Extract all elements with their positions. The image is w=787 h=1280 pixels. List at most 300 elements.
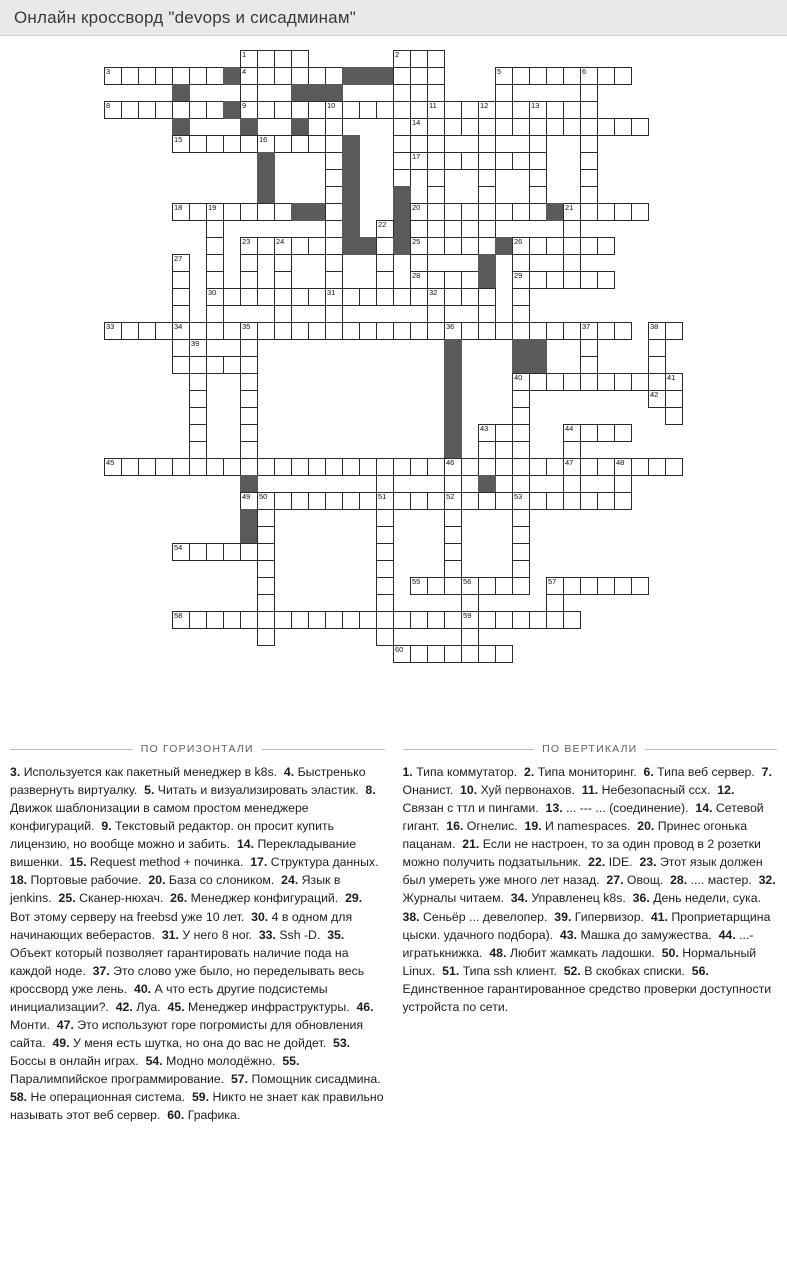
grid-cell[interactable] (376, 611, 394, 629)
grid-cell[interactable] (308, 135, 326, 153)
grid-cell[interactable] (529, 169, 547, 187)
grid-cell[interactable] (240, 203, 258, 221)
grid-cell[interactable] (240, 356, 258, 374)
grid-cell[interactable] (444, 611, 462, 629)
grid-cell[interactable] (478, 118, 496, 136)
grid-cell[interactable] (274, 288, 292, 306)
grid-cell[interactable] (206, 254, 224, 272)
grid-cell[interactable] (461, 237, 479, 255)
grid-cell[interactable] (410, 101, 428, 119)
grid-cell[interactable] (461, 492, 479, 510)
grid-cell[interactable] (665, 458, 683, 476)
grid-cell[interactable] (240, 611, 258, 629)
grid-cell[interactable] (240, 441, 258, 459)
clue-item[interactable] (116, 1000, 161, 1014)
grid-cell[interactable] (427, 611, 445, 629)
grid-cell[interactable] (529, 101, 547, 119)
grid-cell[interactable] (529, 152, 547, 170)
clue-item[interactable] (460, 783, 575, 797)
grid-cell[interactable] (444, 475, 462, 493)
grid-cell[interactable] (308, 458, 326, 476)
grid-cell[interactable] (223, 611, 241, 629)
grid-cell[interactable] (172, 322, 190, 340)
grid-cell[interactable] (631, 203, 649, 221)
grid-cell[interactable] (257, 492, 275, 510)
clue-item[interactable] (162, 928, 252, 942)
grid-cell[interactable] (240, 407, 258, 425)
grid-cell[interactable] (172, 203, 190, 221)
grid-cell[interactable] (325, 169, 343, 187)
grid-cell[interactable] (495, 203, 513, 221)
grid-cell[interactable] (206, 220, 224, 238)
grid-cell[interactable] (189, 101, 207, 119)
grid-cell[interactable] (393, 458, 411, 476)
grid-cell[interactable] (206, 458, 224, 476)
grid-cell[interactable] (376, 322, 394, 340)
grid-cell[interactable] (376, 560, 394, 578)
crossword-grid[interactable] (104, 50, 683, 731)
grid-cell[interactable] (563, 203, 581, 221)
grid-cell[interactable] (614, 322, 632, 340)
grid-cell[interactable] (410, 492, 428, 510)
grid-cell[interactable] (444, 101, 462, 119)
grid-cell[interactable] (478, 424, 496, 442)
grid-cell[interactable] (461, 101, 479, 119)
grid-cell[interactable] (189, 424, 207, 442)
grid-cell[interactable] (495, 84, 513, 102)
grid-cell[interactable] (325, 322, 343, 340)
grid-cell[interactable] (512, 271, 530, 289)
grid-cell[interactable] (393, 611, 411, 629)
grid-cell[interactable] (597, 373, 615, 391)
grid-cell[interactable] (444, 492, 462, 510)
grid-cell[interactable] (257, 611, 275, 629)
grid-cell[interactable] (614, 577, 632, 595)
grid-cell[interactable] (189, 407, 207, 425)
clue-item[interactable] (10, 873, 142, 887)
grid-cell[interactable] (597, 67, 615, 85)
grid-cell[interactable] (546, 492, 564, 510)
grid-cell[interactable] (376, 543, 394, 561)
grid-cell[interactable] (189, 373, 207, 391)
grid-cell[interactable] (461, 628, 479, 646)
grid-cell[interactable] (461, 220, 479, 238)
grid-cell[interactable] (257, 288, 275, 306)
grid-cell[interactable] (189, 611, 207, 629)
clue-item[interactable] (643, 765, 754, 779)
grid-cell[interactable] (410, 237, 428, 255)
grid-cell[interactable] (393, 118, 411, 136)
grid-cell[interactable] (206, 237, 224, 255)
grid-cell[interactable] (546, 271, 564, 289)
grid-cell[interactable] (427, 322, 445, 340)
grid-cell[interactable] (308, 237, 326, 255)
grid-cell[interactable] (342, 458, 360, 476)
grid-cell[interactable] (614, 458, 632, 476)
grid-cell[interactable] (410, 577, 428, 595)
grid-cell[interactable] (512, 475, 530, 493)
clue-item[interactable] (168, 1000, 350, 1014)
grid-cell[interactable] (291, 458, 309, 476)
grid-cell[interactable] (478, 458, 496, 476)
grid-cell[interactable] (189, 356, 207, 374)
grid-cell[interactable] (172, 339, 190, 357)
grid-cell[interactable] (563, 441, 581, 459)
grid-cell[interactable] (444, 220, 462, 238)
grid-cell[interactable] (308, 67, 326, 85)
clue-item[interactable] (69, 855, 243, 869)
grid-cell[interactable] (206, 543, 224, 561)
grid-cell[interactable] (563, 101, 581, 119)
grid-cell[interactable] (393, 169, 411, 187)
grid-cell[interactable] (512, 560, 530, 578)
grid-cell[interactable] (444, 543, 462, 561)
grid-cell[interactable] (495, 118, 513, 136)
grid-cell[interactable] (359, 611, 377, 629)
grid-cell[interactable] (478, 237, 496, 255)
grid-cell[interactable] (495, 611, 513, 629)
grid-cell[interactable] (597, 237, 615, 255)
grid-cell[interactable] (665, 390, 683, 408)
grid-cell[interactable] (274, 67, 292, 85)
grid-cell[interactable] (444, 458, 462, 476)
grid-cell[interactable] (104, 101, 122, 119)
grid-cell[interactable] (325, 101, 343, 119)
grid-cell[interactable] (495, 645, 513, 663)
grid-cell[interactable] (461, 322, 479, 340)
clue-item[interactable] (403, 765, 518, 779)
grid-cell[interactable] (393, 322, 411, 340)
grid-cell[interactable] (495, 67, 513, 85)
clue-item[interactable] (511, 891, 626, 905)
grid-cell[interactable] (240, 101, 258, 119)
grid-cell[interactable] (189, 67, 207, 85)
grid-cell[interactable] (444, 322, 462, 340)
grid-cell[interactable] (325, 135, 343, 153)
grid-cell[interactable] (597, 458, 615, 476)
grid-cell[interactable] (478, 220, 496, 238)
grid-cell[interactable] (580, 322, 598, 340)
grid-cell[interactable] (478, 305, 496, 323)
grid-cell[interactable] (206, 356, 224, 374)
grid-cell[interactable] (410, 288, 428, 306)
grid-cell[interactable] (274, 135, 292, 153)
grid-cell[interactable] (257, 628, 275, 646)
grid-cell[interactable] (308, 288, 326, 306)
grid-cell[interactable] (257, 237, 275, 255)
grid-cell[interactable] (529, 186, 547, 204)
grid-cell[interactable] (410, 254, 428, 272)
grid-cell[interactable] (427, 458, 445, 476)
grid-cell[interactable] (325, 288, 343, 306)
grid-cell[interactable] (546, 577, 564, 595)
grid-cell[interactable] (580, 458, 598, 476)
grid-cell[interactable] (172, 271, 190, 289)
grid-cell[interactable] (189, 543, 207, 561)
grid-cell[interactable] (614, 118, 632, 136)
grid-cell[interactable] (325, 305, 343, 323)
grid-cell[interactable] (546, 67, 564, 85)
grid-cell[interactable] (580, 186, 598, 204)
grid-cell[interactable] (274, 237, 292, 255)
grid-cell[interactable] (580, 101, 598, 119)
grid-cell[interactable] (410, 118, 428, 136)
grid-cell[interactable] (393, 67, 411, 85)
grid-cell[interactable] (427, 305, 445, 323)
grid-cell[interactable] (104, 322, 122, 340)
grid-cell[interactable] (189, 203, 207, 221)
grid-cell[interactable] (240, 322, 258, 340)
clue-item[interactable] (59, 891, 164, 905)
grid-cell[interactable] (461, 458, 479, 476)
grid-cell[interactable] (546, 118, 564, 136)
grid-cell[interactable] (461, 594, 479, 612)
grid-cell[interactable] (257, 560, 275, 578)
grid-cell[interactable] (563, 220, 581, 238)
grid-cell[interactable] (427, 237, 445, 255)
grid-cell[interactable] (427, 84, 445, 102)
grid-cell[interactable] (410, 203, 428, 221)
grid-cell[interactable] (580, 339, 598, 357)
grid-cell[interactable] (325, 220, 343, 238)
grid-cell[interactable] (291, 611, 309, 629)
grid-cell[interactable] (529, 492, 547, 510)
grid-cell[interactable] (427, 67, 445, 85)
clue-item[interactable] (446, 819, 517, 833)
grid-cell[interactable] (580, 169, 598, 187)
grid-cell[interactable] (172, 101, 190, 119)
grid-cell[interactable] (155, 322, 173, 340)
grid-cell[interactable] (308, 492, 326, 510)
grid-cell[interactable] (427, 101, 445, 119)
grid-cell[interactable] (478, 492, 496, 510)
grid-cell[interactable] (512, 390, 530, 408)
grid-cell[interactable] (104, 458, 122, 476)
grid-cell[interactable] (121, 67, 139, 85)
grid-cell[interactable] (597, 424, 615, 442)
grid-cell[interactable] (257, 594, 275, 612)
grid-cell[interactable] (580, 356, 598, 374)
grid-cell[interactable] (257, 135, 275, 153)
clue-item[interactable] (259, 928, 321, 942)
grid-cell[interactable] (359, 101, 377, 119)
grid-cell[interactable] (563, 118, 581, 136)
grid-cell[interactable] (393, 84, 411, 102)
grid-cell[interactable] (308, 101, 326, 119)
grid-cell[interactable] (461, 118, 479, 136)
grid-cell[interactable] (172, 254, 190, 272)
grid-cell[interactable] (512, 407, 530, 425)
grid-cell[interactable] (376, 271, 394, 289)
grid-cell[interactable] (410, 645, 428, 663)
grid-cell[interactable] (410, 50, 428, 68)
clue-item[interactable] (442, 964, 557, 978)
grid-cell[interactable] (257, 50, 275, 68)
grid-cell[interactable] (597, 118, 615, 136)
grid-cell[interactable] (189, 135, 207, 153)
grid-cell[interactable] (563, 424, 581, 442)
grid-cell[interactable] (665, 373, 683, 391)
clue-item[interactable] (170, 891, 338, 905)
grid-cell[interactable] (444, 203, 462, 221)
grid-cell[interactable] (189, 441, 207, 459)
clue-item[interactable] (524, 765, 637, 779)
grid-cell[interactable] (393, 288, 411, 306)
grid-cell[interactable] (240, 254, 258, 272)
clue-item[interactable] (10, 1090, 185, 1104)
grid-cell[interactable] (223, 458, 241, 476)
grid-cell[interactable] (563, 475, 581, 493)
clue-item[interactable] (633, 891, 761, 905)
grid-cell[interactable] (359, 322, 377, 340)
grid-cell[interactable] (631, 458, 649, 476)
grid-cell[interactable] (427, 203, 445, 221)
grid-cell[interactable] (308, 322, 326, 340)
grid-cell[interactable] (172, 543, 190, 561)
grid-cell[interactable] (274, 611, 292, 629)
grid-cell[interactable] (580, 577, 598, 595)
grid-cell[interactable] (461, 577, 479, 595)
grid-cell[interactable] (376, 101, 394, 119)
grid-cell[interactable] (121, 458, 139, 476)
grid-cell[interactable] (512, 611, 530, 629)
grid-cell[interactable] (546, 594, 564, 612)
grid-cell[interactable] (155, 67, 173, 85)
grid-cell[interactable] (444, 271, 462, 289)
grid-cell[interactable] (410, 152, 428, 170)
grid-cell[interactable] (376, 288, 394, 306)
grid-cell[interactable] (240, 543, 258, 561)
grid-cell[interactable] (512, 526, 530, 544)
grid-cell[interactable] (274, 492, 292, 510)
grid-cell[interactable] (172, 67, 190, 85)
clue-item[interactable] (524, 819, 630, 833)
grid-cell[interactable] (291, 67, 309, 85)
grid-cell[interactable] (257, 101, 275, 119)
grid-cell[interactable] (563, 271, 581, 289)
grid-cell[interactable] (427, 577, 445, 595)
grid-cell[interactable] (478, 441, 496, 459)
grid-cell[interactable] (393, 645, 411, 663)
grid-cell[interactable] (376, 475, 394, 493)
grid-cell[interactable] (512, 322, 530, 340)
grid-cell[interactable] (597, 492, 615, 510)
grid-cell[interactable] (495, 152, 513, 170)
clue-item[interactable] (588, 855, 632, 869)
clue-item[interactable] (403, 910, 548, 924)
grid-cell[interactable] (478, 611, 496, 629)
grid-cell[interactable] (257, 509, 275, 527)
grid-cell[interactable] (580, 424, 598, 442)
grid-cell[interactable] (121, 101, 139, 119)
grid-cell[interactable] (257, 67, 275, 85)
grid-cell[interactable] (495, 577, 513, 595)
grid-cell[interactable] (223, 356, 241, 374)
grid-cell[interactable] (580, 492, 598, 510)
clue-item[interactable] (546, 801, 689, 815)
grid-cell[interactable] (444, 237, 462, 255)
grid-cell[interactable] (478, 135, 496, 153)
grid-cell[interactable] (257, 203, 275, 221)
grid-cell[interactable] (223, 203, 241, 221)
grid-cell[interactable] (563, 67, 581, 85)
grid-cell[interactable] (257, 322, 275, 340)
grid-cell[interactable] (189, 390, 207, 408)
grid-cell[interactable] (580, 67, 598, 85)
grid-cell[interactable] (206, 67, 224, 85)
grid-cell[interactable] (529, 458, 547, 476)
grid-cell[interactable] (172, 356, 190, 374)
clue-item[interactable] (148, 873, 274, 887)
grid-cell[interactable] (291, 322, 309, 340)
grid-cell[interactable] (478, 203, 496, 221)
grid-cell[interactable] (444, 152, 462, 170)
grid-cell[interactable] (376, 594, 394, 612)
grid-cell[interactable] (376, 492, 394, 510)
grid-cell[interactable] (580, 373, 598, 391)
grid-cell[interactable] (512, 441, 530, 459)
grid-cell[interactable] (597, 203, 615, 221)
grid-cell[interactable] (512, 118, 530, 136)
grid-cell[interactable] (427, 645, 445, 663)
grid-cell[interactable] (206, 288, 224, 306)
grid-cell[interactable] (512, 424, 530, 442)
grid-cell[interactable] (478, 322, 496, 340)
grid-cell[interactable] (240, 237, 258, 255)
grid-cell[interactable] (648, 373, 666, 391)
clue-item[interactable] (564, 964, 685, 978)
grid-cell[interactable] (529, 135, 547, 153)
grid-cell[interactable] (529, 118, 547, 136)
grid-cell[interactable] (563, 254, 581, 272)
grid-cell[interactable] (495, 101, 513, 119)
grid-cell[interactable] (512, 203, 530, 221)
grid-cell[interactable] (274, 458, 292, 476)
grid-cell[interactable] (291, 288, 309, 306)
grid-cell[interactable] (410, 458, 428, 476)
clue-item[interactable] (554, 910, 644, 924)
grid-cell[interactable] (274, 254, 292, 272)
grid-cell[interactable] (478, 101, 496, 119)
grid-cell[interactable] (648, 339, 666, 357)
grid-cell[interactable] (495, 458, 513, 476)
grid-cell[interactable] (393, 135, 411, 153)
grid-cell[interactable] (172, 305, 190, 323)
grid-cell[interactable] (614, 373, 632, 391)
grid-cell[interactable] (274, 203, 292, 221)
grid-cell[interactable] (172, 458, 190, 476)
grid-cell[interactable] (614, 492, 632, 510)
grid-cell[interactable] (393, 152, 411, 170)
grid-cell[interactable] (274, 322, 292, 340)
grid-cell[interactable] (631, 118, 649, 136)
grid-cell[interactable] (478, 152, 496, 170)
grid-cell[interactable] (359, 458, 377, 476)
grid-cell[interactable] (461, 152, 479, 170)
grid-cell[interactable] (529, 611, 547, 629)
grid-cell[interactable] (325, 254, 343, 272)
grid-cell[interactable] (478, 288, 496, 306)
clue-item[interactable] (250, 855, 378, 869)
grid-cell[interactable] (376, 526, 394, 544)
grid-cell[interactable] (206, 305, 224, 323)
grid-cell[interactable] (274, 271, 292, 289)
grid-cell[interactable] (546, 101, 564, 119)
grid-cell[interactable] (478, 169, 496, 187)
grid-cell[interactable] (546, 322, 564, 340)
grid-cell[interactable] (291, 492, 309, 510)
grid-cell[interactable] (597, 577, 615, 595)
